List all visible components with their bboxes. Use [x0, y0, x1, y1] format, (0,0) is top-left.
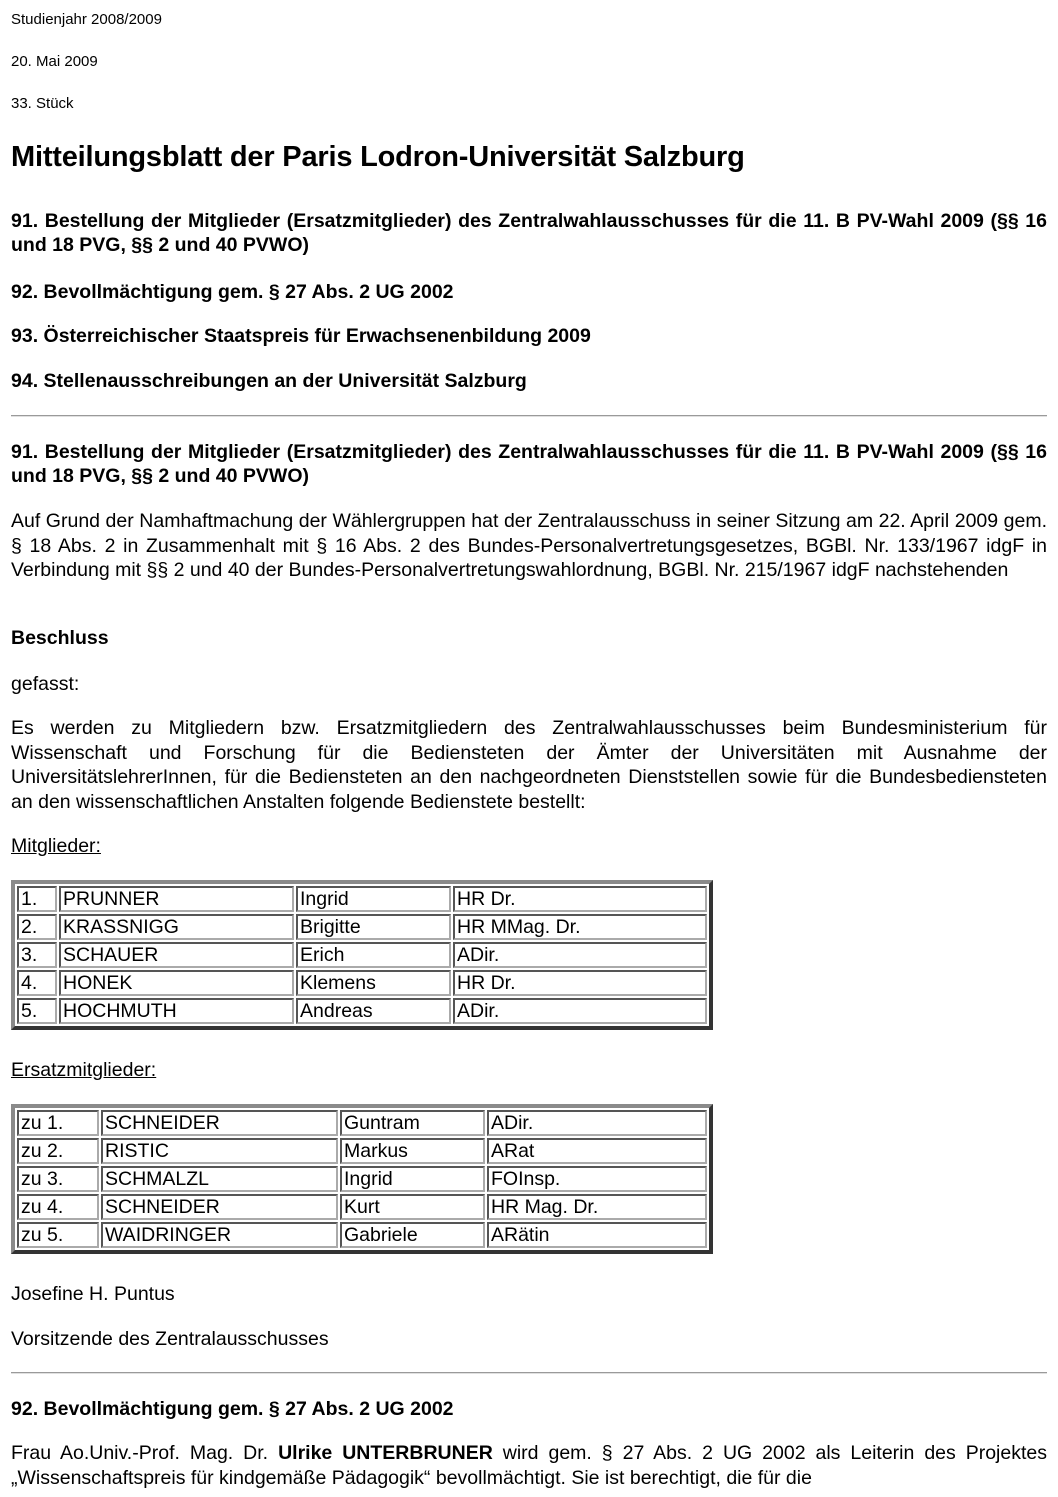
- substitute-title: ARat: [487, 1138, 707, 1164]
- member-surname: SCHAUER: [59, 942, 294, 968]
- substitute-number: zu 3.: [17, 1166, 99, 1192]
- toc-item-92[interactable]: [11, 280, 1047, 304]
- toc-item-label: 91. Bestellung der Mitglieder (Ersatzmitglieder) des Zentralwahlausschusses für die 11. B PV-Wahl 2009 (§§ 16 und 18 PVG, §§ 2 und 40 PVWO): [11, 210, 1047, 256]
- member-firstname: Erich: [296, 942, 451, 968]
- signatory: Josefine H. Puntus: [11, 1283, 175, 1305]
- study-year: Studienjahr 2008/2009: [11, 11, 162, 28]
- gefasst-label: [11, 672, 1047, 697]
- member-title: HR Dr.: [453, 886, 707, 912]
- paragraph: gefasst:: [11, 673, 80, 695]
- section-heading: 91. Bestellung der Mitglieder (Ersatzmitglieder) des Zentralwahlausschusses für die 11. B PV-Wahl 2009 (§§ 16 und 18 PVG, §§ 2 und 40 PVWO): [11, 441, 1047, 487]
- paragraph: Auf Grund der Namhaftmachung der Wählergruppen hat der Zentralausschuss in seiner Sitzung am 22. April 2009 gem. § 18 Abs. 2 in Zusammenhalt mit § 16 Abs. 2 des Bundes-Personalvertretungsgesetzes, BGBl. Nr. 133/1967 idgF in Verbindung mit §§ 2 und 40 der Bundes-Personalvertretungswahlordnung, BGBl. Nr. 215/1967 idgF nachstehenden: [11, 510, 1047, 581]
- member-firstname: Ingrid: [296, 886, 451, 912]
- table-row: [17, 942, 707, 968]
- member-surname: HOCHMUTH: [59, 998, 294, 1024]
- table-row: [17, 1166, 707, 1192]
- page-title: Mitteilungsblatt der Paris Lodron-Universität Salzburg: [11, 141, 745, 173]
- members-label: [11, 834, 1047, 859]
- member-surname: KRASSNIGG: [59, 914, 294, 940]
- members-label-text: Mitglieder:: [11, 835, 101, 857]
- divider: [11, 415, 1047, 417]
- substitute-surname: SCHMALZL: [101, 1166, 338, 1192]
- substitute-firstname: Guntram: [340, 1110, 485, 1136]
- toc-item-94[interactable]: [11, 369, 1047, 393]
- member-firstname: Klemens: [296, 970, 451, 996]
- toc-item-93[interactable]: [11, 324, 1047, 348]
- substitute-title: ADir.: [487, 1110, 707, 1136]
- table-row: [17, 886, 707, 912]
- substitute-surname: SCHNEIDER: [101, 1194, 338, 1220]
- member-number: 3.: [17, 942, 57, 968]
- substitute-number: zu 4.: [17, 1194, 99, 1220]
- table-row: [17, 914, 707, 940]
- toc-item-91[interactable]: [11, 209, 1047, 257]
- member-number: 5.: [17, 998, 57, 1024]
- member-title: HR Dr.: [453, 970, 707, 996]
- text: wird gem. § 27 Abs. 2 UG 2002 als Leiterin des Projektes „Wissenschaftspreis für kindgemäße Pädagogik“ bevollmächtigt. Sie ist berechtigt, die für die: [11, 1442, 1047, 1489]
- toc-item-label: 93. Österreichischer Staatspreis für Erwachsenenbildung 2009: [11, 325, 591, 347]
- substitutes-label-text: Ersatzmitglieder:: [11, 1059, 157, 1081]
- issue-date: 20. Mai 2009: [11, 53, 98, 70]
- member-title: ADir.: [453, 998, 707, 1024]
- substitute-surname: SCHNEIDER: [101, 1110, 338, 1136]
- table-row: [17, 1110, 707, 1136]
- substitute-firstname: Gabriele: [340, 1222, 485, 1248]
- member-firstname: Brigitte: [296, 914, 451, 940]
- table-row: [17, 1194, 707, 1220]
- substitute-title: FOInsp.: [487, 1166, 707, 1192]
- substitute-number: zu 5.: [17, 1222, 99, 1248]
- member-number: 1.: [17, 886, 57, 912]
- substitutes-table: [11, 1104, 713, 1254]
- substitutes-label: [11, 1058, 1047, 1083]
- beschluss-heading: Beschluss: [11, 627, 109, 649]
- member-title: HR MMag. Dr.: [453, 914, 707, 940]
- member-firstname: Andreas: [296, 998, 451, 1024]
- table-row: [17, 1222, 707, 1248]
- toc-item-label: 94. Stellenausschreibungen an der Universität Salzburg: [11, 370, 527, 392]
- member-title: ADir.: [453, 942, 707, 968]
- table-row: [17, 998, 707, 1024]
- substitute-firstname: Kurt: [340, 1194, 485, 1220]
- section-92-heading: [11, 1397, 1047, 1421]
- substitute-firstname: Ingrid: [340, 1166, 485, 1192]
- signatory-role: Vorsitzende des Zentralausschusses: [11, 1328, 329, 1350]
- person-name: Ulrike UNTERBRUNER: [278, 1442, 493, 1464]
- signature-name: [11, 1282, 1047, 1307]
- member-surname: PRUNNER: [59, 886, 294, 912]
- issue-number: 33. Stück: [11, 95, 74, 112]
- divider: [11, 1372, 1047, 1374]
- member-number: 4.: [17, 970, 57, 996]
- substitute-surname: RISTIC: [101, 1138, 338, 1164]
- substitute-firstname: Markus: [340, 1138, 485, 1164]
- substitute-number: zu 2.: [17, 1138, 99, 1164]
- section-91-heading: [11, 440, 1047, 488]
- paragraph: Es werden zu Mitgliedern bzw. Ersatzmitgliedern des Zentralwahlausschusses beim Bundesministerium für Wissenschaft und Forschung für die Bediensteten der Ämter der Universitäten mit Ausnahme der UniversitätslehrerInnen, für die Bediensteten an den nachgeordneten Dienststellen sowie für die Bundesbediensteten an den wissenschaftlichen Anstalten folgende Bedienstete bestellt:: [11, 717, 1047, 813]
- text: Frau Ao.Univ.-Prof. Mag. Dr.: [11, 1442, 279, 1464]
- member-number: 2.: [17, 914, 57, 940]
- substitute-title: HR Mag. Dr.: [487, 1194, 707, 1220]
- substitute-number: zu 1.: [17, 1110, 99, 1136]
- section-91-body: [11, 716, 1047, 814]
- members-table: [11, 880, 713, 1030]
- paragraph: [11, 1441, 1047, 1490]
- substitute-surname: WAIDRINGER: [101, 1222, 338, 1248]
- section-92-body: [11, 1441, 1047, 1490]
- section-heading: 92. Bevollmächtigung gem. § 27 Abs. 2 UG 2002: [11, 1398, 454, 1420]
- toc-item-label: 92. Bevollmächtigung gem. § 27 Abs. 2 UG 2002: [11, 281, 454, 303]
- table-row: [17, 1138, 707, 1164]
- substitute-title: ARätin: [487, 1222, 707, 1248]
- table-row: [17, 970, 707, 996]
- section-91-intro: [11, 509, 1047, 583]
- member-surname: HONEK: [59, 970, 294, 996]
- signature-role: [11, 1327, 1047, 1352]
- beschluss-label: [11, 626, 1047, 650]
